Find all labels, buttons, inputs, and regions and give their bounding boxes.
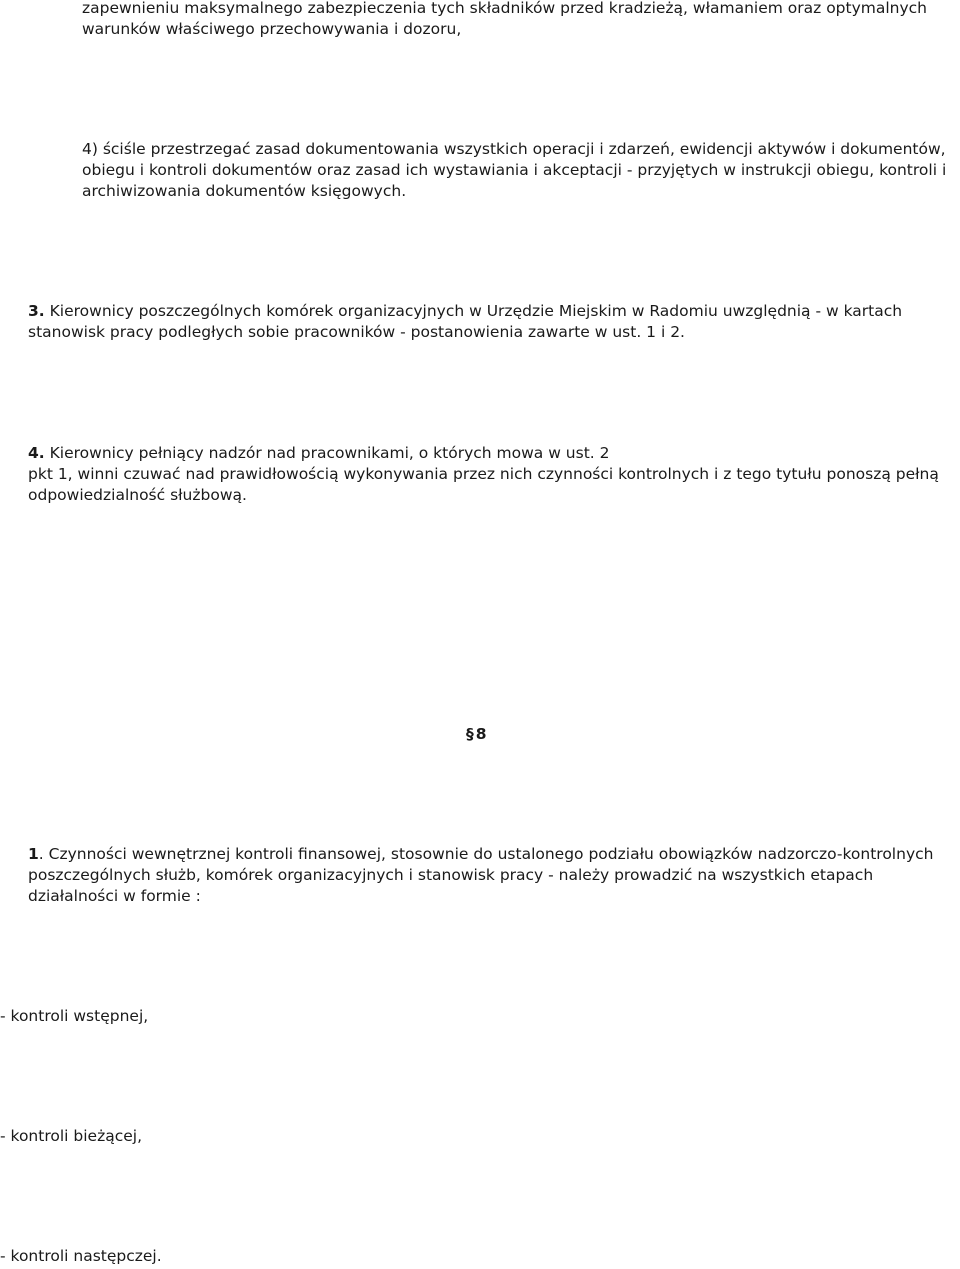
- list-item-preliminary-control: - kontroli wstępnej,: [0, 1007, 149, 1025]
- paragraph-intro: zapewnieniu maksymalnego zabezpieczenia tych składników przed kradzieżą, włamaniem oraz optymalnych warunków właściwego przechowywania i dozoru,: [82, 0, 928, 38]
- point-1-text: . Czynności wewnętrznej kontroli finansowej, stosownie do ustalonego podziału obowiązków nadzorczo-kontrolnych poszczególnych służb, komórek organizacyjnych i stanowisk pracy - należy prowadzić na wszystkich etapach działalności w formie :: [28, 845, 934, 905]
- paragraph-number: 8: [475, 725, 487, 743]
- paragraph-heading-8: [466, 724, 487, 745]
- section-4: [28, 443, 953, 506]
- section-sign: §: [466, 725, 476, 743]
- paragraph-item-4: 4) ściśle przestrzegać zasad dokumentowania wszystkich operacji i zdarzeń, ewidencji aktywów i dokumentów, obiegu i kontroli dokumentów oraz zasad ich wystawiania i akceptacji - przyjętych w instrukcji obiegu, kontroli i archiwizowania dokumentów księgowych.: [82, 140, 947, 200]
- list-item-follow-up-control: - kontroli następczej.: [0, 1247, 162, 1265]
- section-4-text-line1: Kierownicy pełniący nadzór nad pracownikami, o których mowa w ust. 2: [44, 444, 610, 462]
- section-3: [28, 301, 948, 343]
- section-4-number: 4.: [28, 444, 45, 462]
- section-4-text-line2: pkt 1, winni czuwać nad prawidłowością wykonywania przez nich czynności kontrolnych i z tego tytułu ponoszą pełną odpowiedzialność służbową.: [28, 465, 939, 504]
- section-3-number: 3.: [28, 302, 45, 320]
- point-1-number: 1: [28, 845, 39, 863]
- paragraph-8-point-1: [28, 844, 953, 907]
- list-item-current-control: - kontroli bieżącej,: [0, 1127, 142, 1145]
- section-3-text: Kierownicy poszczególnych komórek organizacyjnych w Urzędzie Miejskim w Radomiu uwzględnią - w kartach stanowisk pracy podległych sobie pracowników - postanowienia zawarte w ust. 1 i 2.: [28, 302, 903, 341]
